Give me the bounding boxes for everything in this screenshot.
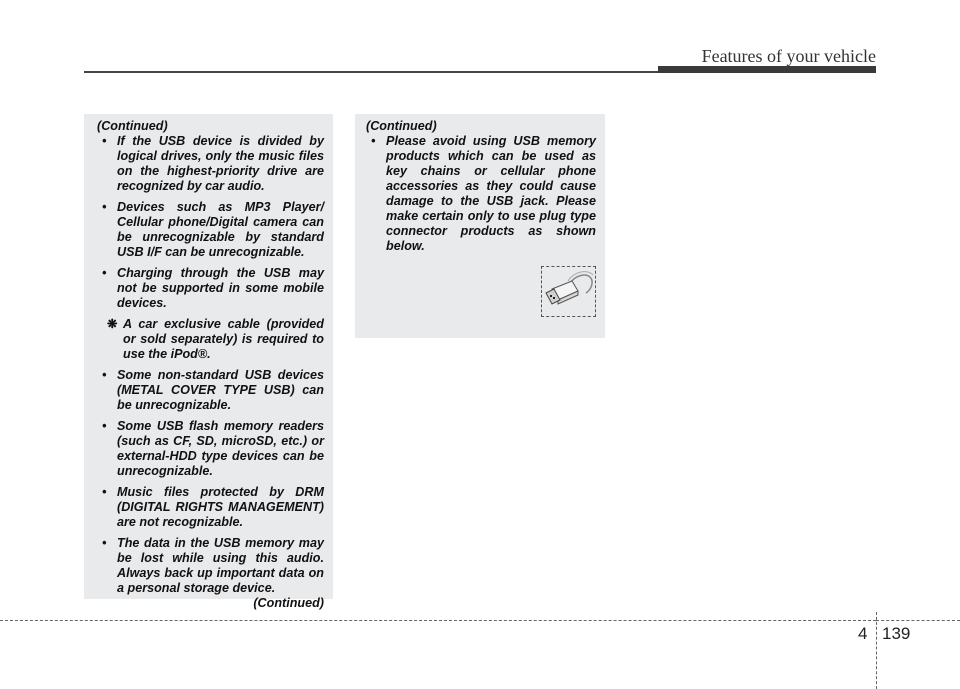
list-item-text: If the USB device is divided by logical drives, only the music files on the highest-priority drive are recognized by car audio. xyxy=(117,134,324,193)
footer-rule-right xyxy=(876,620,960,621)
list-item xyxy=(94,266,324,311)
continued-label-top: (Continued) xyxy=(366,119,437,133)
header-rule-accent xyxy=(658,66,876,73)
list-item xyxy=(94,485,324,530)
continued-label-bottom: (Continued) xyxy=(253,596,324,610)
usb-plug-illustration xyxy=(541,266,596,317)
list-item xyxy=(363,134,596,254)
note-item xyxy=(94,317,324,362)
list-item xyxy=(94,536,324,596)
list-item xyxy=(94,134,324,194)
continued-label-top: (Continued) xyxy=(97,119,168,133)
bullet-icon: • xyxy=(102,368,107,382)
note-text: A car exclusive cable (provided or sold separately) is required to use the iPod®. xyxy=(123,317,324,361)
list-item-text: Some USB flash memory readers (such as CF, SD, microSD, etc.) or external-HDD type devices can be unrecognizable. xyxy=(117,419,324,478)
list-item xyxy=(94,419,324,479)
list-item-text: Some non-standard USB devices (METAL COVER TYPE USB) can be unrecognizable. xyxy=(117,368,324,412)
chapter-number: 4 xyxy=(858,624,868,643)
bullet-icon: • xyxy=(102,266,107,280)
list-item-text: Devices such as MP3 Player/ Cellular phone/Digital camera can be unrecognizable by standard USB I/F can be unrecognizable. xyxy=(117,200,324,259)
footer-rule xyxy=(0,620,876,621)
note-mark-icon: ❋ xyxy=(107,317,118,331)
bullet-icon: • xyxy=(102,536,107,550)
list-item-text: Music files protected by DRM (DIGITAL RIGHTS MANAGEMENT) are not recognizable. xyxy=(117,485,324,529)
page-header-title: Features of your vehicle xyxy=(701,46,876,66)
list-item-text: Charging through the USB may not be supported in some mobile devices. xyxy=(117,266,324,310)
bullet-icon: • xyxy=(371,134,376,148)
list-item-text: Please avoid using USB memory products which can be used as key chains or cellular phone accessories as they could cause damage to the USB jack. Please make certain only to use plug type connector products as shown below. xyxy=(386,134,596,253)
list-item-text: The data in the USB memory may be lost while using this audio. Always back up important data on a personal storage device. xyxy=(117,536,324,595)
usb-plug-icon xyxy=(542,267,595,316)
list-item xyxy=(94,368,324,413)
bullet-icon: • xyxy=(102,134,107,148)
left-column-panel xyxy=(84,114,333,610)
bullet-icon: • xyxy=(102,419,107,433)
page-number: 139 xyxy=(882,624,911,643)
header-rule xyxy=(84,71,658,73)
bullet-icon: • xyxy=(102,200,107,214)
list-item xyxy=(94,200,324,260)
bullet-icon: • xyxy=(102,485,107,499)
footer-divider xyxy=(876,612,877,689)
